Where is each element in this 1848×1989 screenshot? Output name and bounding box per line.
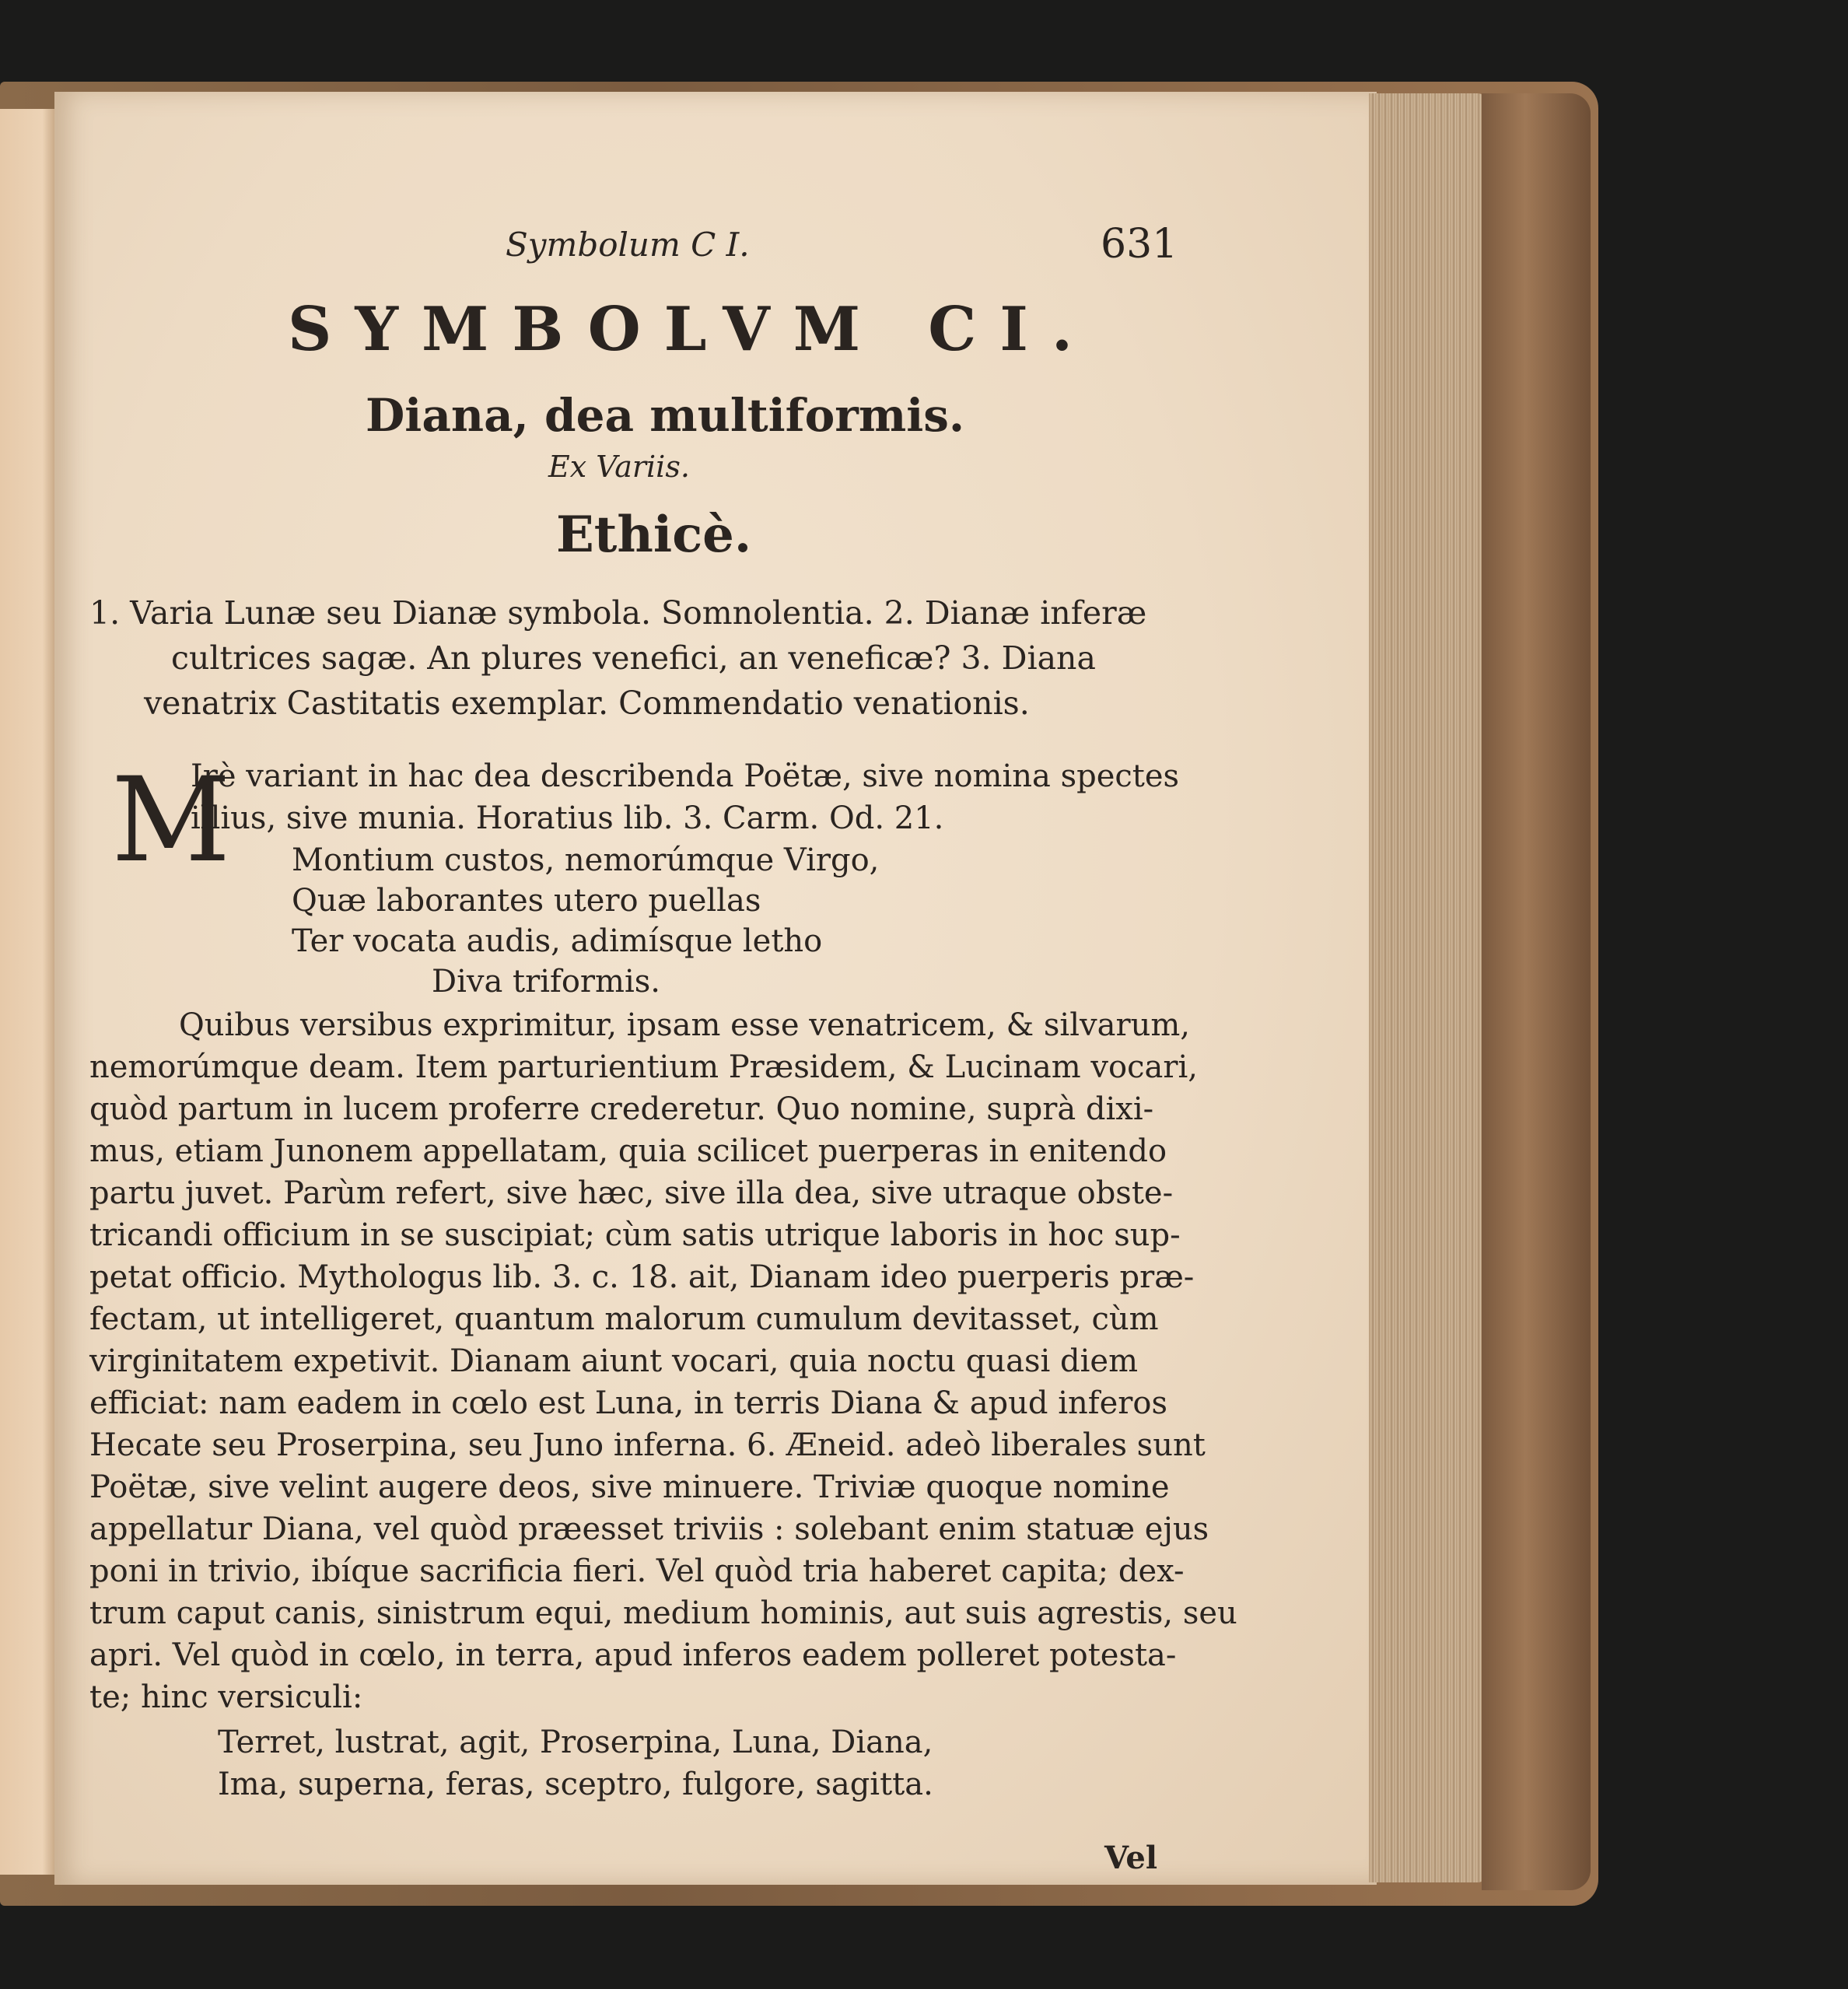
section-heading: Ethicè.	[556, 506, 752, 564]
body-line: tricandi officium in se suscipiat; cùm satis utrique laboris in hoc sup-	[89, 1217, 1181, 1253]
body-line: apri. Vel quòd in cœlo, in terra, apud inferos eadem polleret potesta-	[89, 1637, 1177, 1673]
catchword: Vel	[1104, 1840, 1158, 1876]
quote-line: Quæ laborantes utero puellas	[292, 883, 761, 919]
body-line: Hecate seu Proserpina, seu Juno inferna. 6. Æneid. adeò liberales sunt	[89, 1427, 1206, 1463]
body-line: trum caput canis, sinistrum equi, medium hominis, aut suis agrestis, seu	[89, 1595, 1237, 1631]
body-line: te; hinc versiculi:	[89, 1679, 363, 1715]
body-line: quòd partum in lucem proferre crederetur. Quo nomine, suprà dixi-	[89, 1091, 1154, 1127]
binding-edge	[1482, 93, 1591, 1890]
opening-line: Irè variant in hac dea describenda Poëtæ, sive nomina spectes	[191, 758, 1180, 794]
body-line: Poëtæ, sive velint augere deos, sive minuere. Triviæ quoque nomine	[89, 1469, 1170, 1505]
quote-line: Montium custos, nemorúmque Virgo,	[292, 842, 880, 878]
page-number: 631	[1101, 221, 1178, 268]
body-line: virginitatem expetivit. Dianam aiunt vocari, quia noctu quasi diem	[89, 1343, 1139, 1379]
chapter-source: Ex Variis.	[548, 450, 690, 484]
body-line: Quibus versibus exprimitur, ipsam esse venatricem, & silvarum,	[179, 1007, 1190, 1043]
running-head-title: Symbolum C I.	[506, 226, 750, 264]
quote-line: Ter vocata audis, adimísque letho	[292, 923, 823, 959]
body-line: appellatur Diana, vel quòd præesset triviis : solebant enim statuæ ejus	[89, 1511, 1209, 1547]
summary-line: cultrices sagæ. An plures venefici, an veneficæ? 3. Diana	[171, 639, 1096, 677]
opening-line: illius, sive munia. Horatius lib. 3. Carm. Od. 21.	[191, 800, 944, 836]
versiculi-line: Terret, lustrat, agit, Proserpina, Luna, Diana,	[218, 1725, 933, 1760]
page-stack-edge	[1369, 93, 1486, 1882]
summary-line: 1. Varia Lunæ seu Dianæ symbola. Somnolentia. 2. Dianæ inferæ	[89, 594, 1147, 632]
body-line: poni in trivio, ibíque sacrificia fieri. Vel quòd tria haberet capita; dex-	[89, 1553, 1185, 1589]
body-line: petat officio. Mythologus lib. 3. c. 18. ait, Dianam ideo puerperis præ-	[89, 1259, 1195, 1295]
chapter-title: SYMBOLVM CI.	[288, 294, 1096, 365]
versiculi-line: Ima, superna, feras, sceptro, fulgore, sagitta.	[218, 1767, 933, 1802]
chapter-subtitle: Diana, dea multiformis.	[366, 389, 965, 442]
quote-line: Diva triformis.	[432, 964, 660, 1000]
body-line: mus, etiam Junonem appellatam, quia scilicet puerperas in enitendo	[89, 1133, 1167, 1169]
body-line: nemorúmque deam. Item parturientium Præsidem, & Lucinam vocari,	[89, 1049, 1198, 1085]
body-line: partu juvet. Parùm refert, sive hæc, sive illa dea, sive utraque obste-	[89, 1175, 1174, 1211]
drop-cap: M	[111, 753, 231, 888]
summary-line: venatrix Castitatis exemplar. Commendatio venationis.	[144, 685, 1030, 722]
left-page-edge	[0, 109, 61, 1875]
body-line: fectam, ut intelligeret, quantum malorum cumulum devitasset, cùm	[89, 1301, 1159, 1337]
body-line: efficiat: nam eadem in cœlo est Luna, in terris Diana & apud inferos	[89, 1385, 1167, 1421]
